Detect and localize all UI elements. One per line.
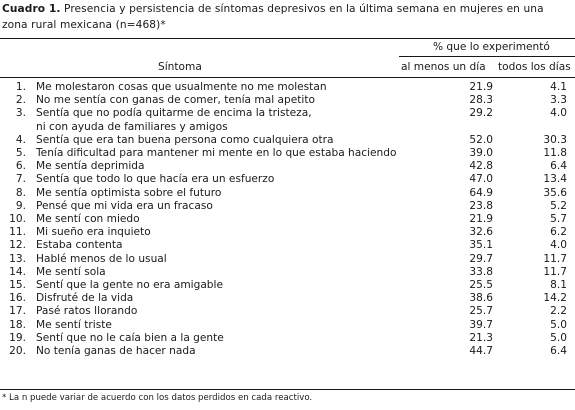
row-number: 13. [9, 252, 26, 265]
symptom-cell [30, 81, 404, 94]
header-group-label: % que lo experimentó [433, 41, 550, 53]
pct-al-menos-un-dia: 28.3 [469, 94, 493, 107]
symptom-cell [30, 213, 404, 226]
row-number: 3. [15, 107, 26, 120]
table-row [0, 253, 575, 266]
symptom-text: Me sentía deprimida [36, 160, 145, 173]
pct-al-menos-un-dia: 25.7 [469, 305, 493, 318]
row-number: 18. [9, 318, 26, 331]
table-row [0, 345, 575, 358]
row-number: 16. [9, 292, 26, 305]
pct-todos-los-dias: 4.0 [550, 107, 567, 120]
row-number: 15. [9, 279, 26, 292]
pct-al-menos-un-dia: 35.1 [469, 239, 493, 252]
table-row [0, 187, 575, 200]
table-row [0, 200, 575, 213]
pct-todos-los-dias: 2.2 [550, 305, 567, 318]
pct-al-menos-un-dia: 52.0 [469, 133, 493, 146]
table-row [0, 94, 575, 107]
symptom-cell [30, 147, 404, 160]
pct-al-menos-un-dia: 32.6 [469, 226, 493, 239]
pct-todos-los-dias: 4.1 [550, 81, 567, 93]
table-row [0, 239, 575, 252]
footnote: * La n puede variar de acuerdo con los datos perdidos en cada reactivo. [2, 393, 313, 403]
table-row [0, 213, 575, 226]
pct-todos-los-dias: 14.2 [543, 292, 567, 305]
table-row [0, 292, 575, 305]
symptom-text: Tenía dificultad para mantener mi mente en lo que estaba haciendo [36, 147, 397, 160]
table-row [0, 173, 575, 186]
pct-al-menos-un-dia: 25.5 [469, 279, 493, 292]
symptom-text: ni con ayuda de familiares y amigos [36, 120, 228, 133]
row-number: 14. [9, 265, 26, 278]
symptom-cell [30, 187, 404, 200]
row-number: 1. [15, 81, 26, 93]
symptom-text: Estaba contenta [36, 239, 123, 252]
table-row [0, 107, 575, 133]
symptom-text: Disfruté de la vida [36, 292, 134, 305]
symptom-table-body [0, 81, 575, 358]
pct-todos-los-dias: 4.0 [550, 239, 567, 252]
symptom-text: Pensé que mi vida era un fracaso [36, 199, 213, 212]
header-group-rule [399, 56, 575, 57]
symptom-text: Sentí que la gente no era amigable [36, 279, 223, 292]
row-number: 5. [15, 147, 26, 160]
pct-todos-los-dias: 5.7 [550, 213, 567, 226]
pct-al-menos-un-dia: 21.9 [469, 81, 493, 93]
symptom-text: Sentía que no podía quitarme de encima la tristeza, [36, 107, 312, 120]
row-number: 2. [15, 94, 26, 107]
header-col-todos-los-dias: todos los días [498, 61, 571, 73]
table-row [0, 305, 575, 318]
symptom-text: Me sentí sola [36, 265, 106, 278]
table-row [0, 279, 575, 292]
symptom-cell [30, 200, 404, 213]
row-number: 11. [9, 226, 26, 239]
symptom-text: No me sentía con ganas de comer, tenía mal apetito [36, 94, 316, 107]
row-number: 19. [9, 331, 26, 344]
symptom-cell [30, 319, 404, 332]
bottom-rule [0, 389, 575, 390]
top-rule [0, 38, 575, 39]
symptom-text: Pasé ratos llorando [36, 305, 138, 318]
row-number: 8. [15, 186, 26, 199]
row-number: 9. [15, 199, 26, 212]
caption-label: Cuadro 1. [2, 3, 61, 15]
pct-todos-los-dias: 6.2 [550, 226, 567, 239]
symptom-cell [30, 160, 404, 173]
symptom-cell [30, 292, 404, 305]
pct-todos-los-dias: 11.7 [543, 265, 567, 278]
symptom-cell [30, 107, 404, 133]
pct-todos-los-dias: 6.4 [550, 160, 567, 173]
symptom-text: Hablé menos de lo usual [36, 252, 167, 265]
table-row [0, 134, 575, 147]
table-row [0, 160, 575, 173]
symptom-cell [30, 173, 404, 186]
pct-al-menos-un-dia: 29.2 [469, 107, 493, 120]
row-number: 20. [9, 345, 26, 358]
row-number: 10. [9, 213, 26, 226]
symptom-cell [30, 134, 404, 147]
table-row [0, 226, 575, 239]
header-symptom: Síntoma [158, 61, 202, 73]
pct-al-menos-un-dia: 33.8 [469, 265, 493, 278]
pct-todos-los-dias: 6.4 [550, 345, 567, 358]
symptom-text: Sentí que no le caía bien a la gente [36, 331, 224, 344]
pct-todos-los-dias: 5.2 [550, 199, 567, 212]
pct-todos-los-dias: 5.0 [550, 331, 567, 344]
table-row [0, 319, 575, 332]
row-number: 7. [15, 173, 26, 186]
header-rule [0, 77, 575, 78]
symptom-cell [30, 266, 404, 279]
pct-al-menos-un-dia: 64.9 [469, 186, 493, 199]
pct-todos-los-dias: 11.8 [543, 147, 567, 160]
pct-al-menos-un-dia: 39.0 [469, 147, 493, 160]
symptom-cell [30, 226, 404, 239]
pct-al-menos-un-dia: 38.6 [469, 292, 493, 305]
pct-al-menos-un-dia: 44.7 [469, 345, 493, 358]
symptom-text: Mi sueño era inquieto [36, 226, 151, 239]
symptom-text: No tenía ganas de hacer nada [36, 345, 196, 358]
symptom-text: Me sentía optimista sobre el futuro [36, 186, 222, 199]
symptom-cell [30, 305, 404, 318]
row-number: 12. [9, 239, 26, 252]
pct-al-menos-un-dia: 42.8 [469, 160, 493, 173]
pct-todos-los-dias: 13.4 [543, 173, 567, 186]
symptom-cell [30, 94, 404, 107]
pct-al-menos-un-dia: 29.7 [469, 252, 493, 265]
pct-al-menos-un-dia: 47.0 [469, 173, 493, 186]
row-number: 17. [9, 305, 26, 318]
symptom-text: Me sentí triste [36, 318, 112, 331]
pct-al-menos-un-dia: 21.9 [469, 213, 493, 226]
symptom-table [0, 81, 575, 358]
pct-todos-los-dias: 3.3 [550, 94, 567, 107]
symptom-text: Me molestaron cosas que usualmente no me molestan [36, 81, 327, 93]
header-col-al-menos-un-dia: al menos un día [401, 61, 486, 73]
symptom-cell [30, 253, 404, 266]
table-row [0, 147, 575, 160]
symptom-cell [30, 279, 404, 292]
pct-todos-los-dias: 5.0 [550, 318, 567, 331]
table-row [0, 266, 575, 279]
pct-todos-los-dias: 35.6 [543, 186, 567, 199]
pct-todos-los-dias: 30.3 [543, 133, 567, 146]
symptom-text: Sentía que todo lo que hacía era un esfuerzo [36, 173, 275, 186]
pct-al-menos-un-dia: 21.3 [469, 331, 493, 344]
row-number: 4. [15, 133, 26, 146]
table-row [0, 81, 575, 94]
row-number: 6. [15, 160, 26, 173]
symptom-cell [30, 332, 404, 345]
pct-todos-los-dias: 11.7 [543, 252, 567, 265]
table-caption [2, 1, 571, 33]
pct-al-menos-un-dia: 23.8 [469, 199, 493, 212]
symptom-text: Sentía que era tan buena persona como cualquiera otra [36, 133, 334, 146]
symptom-cell [30, 239, 404, 252]
caption-text: Presencia y persistencia de síntomas depresivos en la última semana en mujeres en una zona rural mexicana (n=468)* [2, 3, 544, 31]
table-row [0, 332, 575, 345]
pct-todos-los-dias: 8.1 [550, 279, 567, 292]
pct-al-menos-un-dia: 39.7 [469, 318, 493, 331]
symptom-text: Me sentí con miedo [36, 213, 140, 226]
symptom-cell [30, 345, 404, 358]
